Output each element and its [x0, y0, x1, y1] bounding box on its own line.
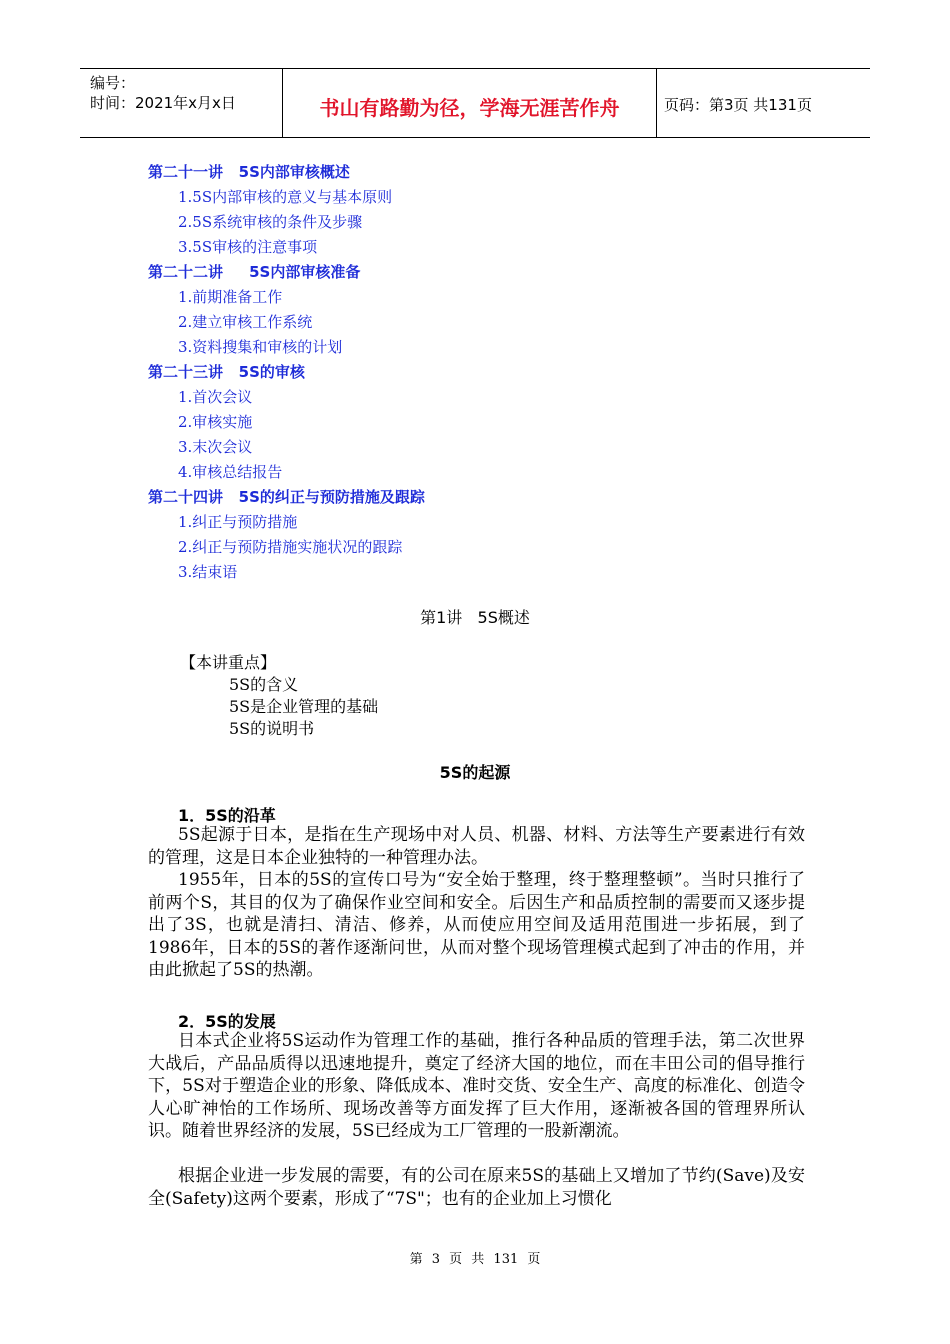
toc-item[interactable]: 2.审核实施: [178, 413, 253, 431]
toc-item[interactable]: 3.资料搜集和审核的计划: [178, 338, 343, 356]
toc-item[interactable]: 3.结束语: [178, 563, 238, 581]
motto: 书山有路勤为径，学海无涯苦作舟: [319, 96, 620, 120]
header-motto-cell: [282, 69, 657, 137]
lecture-title: 第1讲 5S概述: [420, 608, 530, 627]
time-label: 时间：2021年x月x日: [90, 94, 236, 112]
toc-item[interactable]: 3.5S审核的注意事项: [178, 238, 318, 256]
toc-chapter-24[interactable]: 第二十四讲 5S的纠正与预防措施及跟踪: [148, 488, 425, 506]
header-meta: [80, 69, 282, 137]
toc-item[interactable]: 1.纠正与预防措施: [178, 513, 298, 531]
toc-chapter-21[interactable]: 第二十一讲 5S内部审核概述: [148, 163, 350, 181]
paragraph: 5S起源于日本，是指在生产现场中对人员、机器、材料、方法等生产要素进行有效的管理，这是日本企业独特的一种管理办法。: [148, 825, 805, 868]
section-title: 5S的起源: [439, 763, 511, 782]
key-point-item: 5S是企业管理的基础: [229, 697, 379, 716]
toc-item[interactable]: 2.纠正与预防措施实施状况的跟踪: [178, 538, 403, 556]
toc-chapter-22[interactable]: 第二十二讲 5S内部审核准备: [148, 263, 361, 281]
toc-chapter-23[interactable]: 第二十三讲 5S的审核: [148, 363, 305, 381]
number-label: 编号：: [90, 74, 136, 92]
key-point-item: 5S的含义: [229, 675, 299, 694]
key-point-item: 5S的说明书: [229, 719, 315, 738]
toc-item[interactable]: 4.审核总结报告: [178, 463, 283, 481]
subsection-title: 2．5S的发展: [178, 1012, 276, 1031]
toc-item[interactable]: 2.5S系统审核的条件及步骤: [178, 213, 363, 231]
paragraph: 1955年，日本的5S的宣传口号为“安全始于整理，终于整理整顿”。当时只推行了前两个S，其目的仅为了确保作业空间和安全。后因生产和品质控制的需要而又逐步提出了3S，也就是清扫、清洁、修养，从而使应用空间及适用范围进一步拓展，到了1986年，日本的5S的著作逐渐问世，从而对整个现场管理模式起到了冲击的作用，并由此掀起了5S的热潮。: [148, 870, 805, 980]
header-page-cell: [656, 69, 870, 137]
toc-item[interactable]: 1.首次会议: [178, 388, 253, 406]
page-label: 页码：第3页 共131页: [664, 96, 812, 114]
toc-item[interactable]: 1.前期准备工作: [178, 288, 283, 306]
page-footer: 第 3 页 共 131 页: [409, 1252, 541, 1267]
toc-item[interactable]: 2.建立审核工作系统: [178, 313, 313, 331]
toc-item[interactable]: 1.5S内部审核的意义与基本原则: [178, 188, 393, 206]
page-header: [80, 68, 870, 138]
paragraph: 日本式企业将5S运动作为管理工作的基础，推行各种品质的管理手法，第二次世界大战后，产品品质得以迅速地提升，奠定了经济大国的地位，而在丰田公司的倡导推行下，5S对于塑造企业的形象、降低成本、准时交货、安全生产、高度的标准化、创造令人心旷神怡的工作场所、现场改善等方面发挥了巨大作用，逐渐被各国的管理界所认识。随着世界经济的发展，5S已经成为工厂管理的一股新潮流。: [148, 1031, 805, 1141]
key-points-title: 【本讲重点】: [180, 653, 277, 672]
toc-item[interactable]: 3.末次会议: [178, 438, 253, 456]
subsection-title: 1．5S的沿革: [178, 806, 276, 825]
paragraph: 根据企业进一步发展的需要，有的公司在原来5S的基础上又增加了节约(Save)及安全(Safety)这两个要素，形成了“7S"；也有的企业加上习惯化: [148, 1166, 805, 1209]
